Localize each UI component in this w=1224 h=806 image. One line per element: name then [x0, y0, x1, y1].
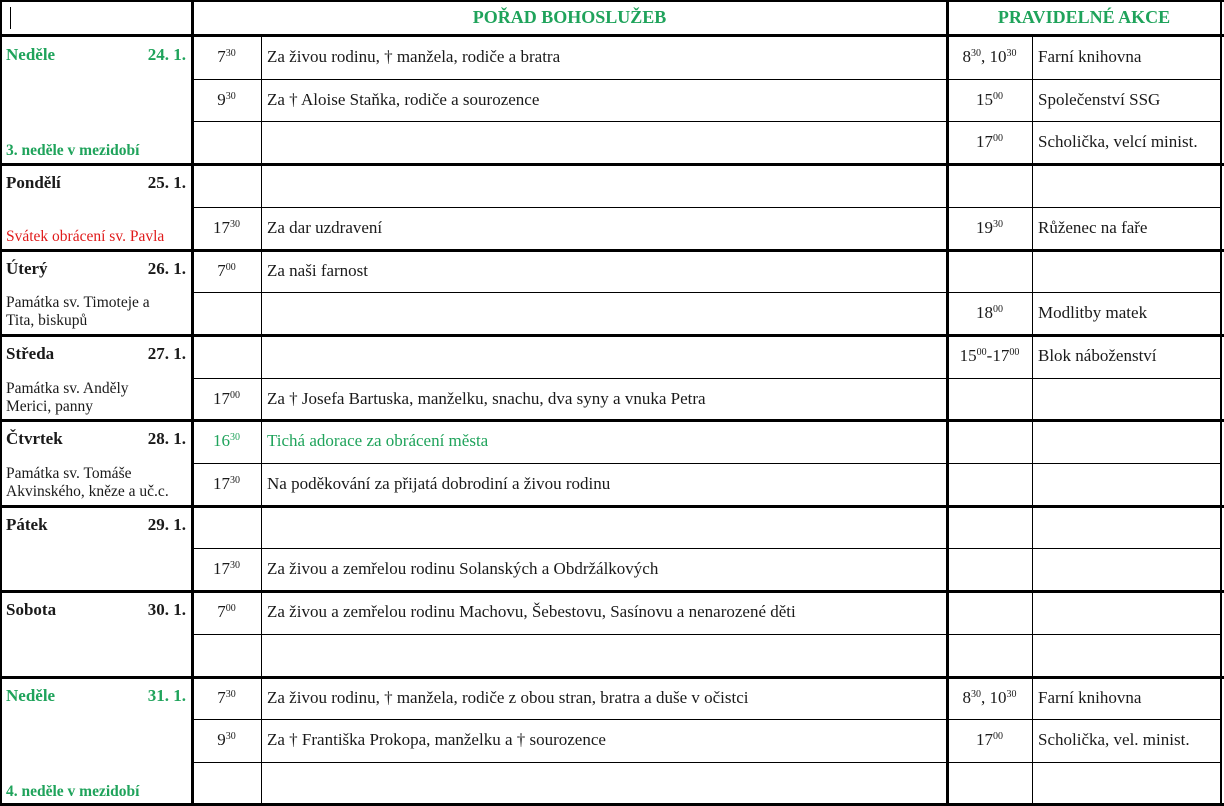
day-name: Sobota: [6, 600, 57, 620]
day-note-line: Památka sv. Anděly: [6, 379, 129, 397]
mass-intention: Za živou rodinu, † manžela, rodiče z obou stran, bratra a duše v očistci: [267, 688, 749, 707]
mass-time: [192, 389, 261, 409]
mass-time: [192, 431, 261, 451]
mass-time-minute: 30: [225, 48, 236, 59]
day-divider: [0, 249, 1224, 252]
mass-time-minute: 30: [225, 689, 236, 700]
row-divider: [192, 463, 1221, 464]
mass-time-minute: 30: [225, 91, 236, 102]
mass-time-hour: 9: [217, 730, 226, 749]
event-time: $8^{30}$, $10^{30}$: [962, 47, 1017, 66]
event-time: $17^{00}$: [976, 132, 1003, 151]
day-divider: [0, 590, 1224, 593]
event-time: $18^{00}$: [976, 303, 1003, 322]
day-name: Neděle: [6, 45, 56, 64]
day-note-line: Tita, biskupů: [6, 312, 88, 330]
mass-intention: Za naši farnost: [267, 261, 369, 280]
mass-time: [192, 474, 261, 494]
mass-time-hour: 17: [213, 218, 230, 237]
mass-time: [192, 218, 261, 238]
mass-intention: Tichá adorace za obrácení města: [267, 431, 489, 450]
row-divider: [192, 634, 1221, 635]
day-date: 29. 1.: [147, 514, 186, 534]
mass-intention: Na poděkování za přijatá dobrodiní a živou rodinu: [267, 474, 611, 493]
day-note-line: Památka sv. Tomáše: [6, 465, 132, 482]
day-name: Úterý: [6, 258, 48, 278]
event-name: Blok náboženství: [1038, 346, 1157, 365]
mass-time-minute: 30: [225, 731, 236, 742]
day-name: Středa: [6, 343, 55, 363]
event-time: $8^{30}$, $10^{30}$: [962, 688, 1017, 707]
day-note-line: Akvinského, kněze a uč.c.: [6, 483, 169, 500]
table-border-left: [0, 0, 2, 806]
mass-intention: Za živou a zemřelou rodinu Solanských a Obdržálkových: [267, 559, 659, 578]
mass-time-hour: 17: [213, 474, 230, 493]
day-date: 31. 1.: [147, 685, 186, 705]
row-divider: [192, 292, 1221, 293]
mass-time-hour: 9: [217, 90, 226, 109]
row-divider: [192, 719, 1221, 720]
day-date: 28. 1.: [147, 429, 186, 449]
mass-time-minute: 30: [230, 475, 240, 486]
mass-time-minute: 30: [230, 432, 240, 443]
mass-time-minute: 00: [225, 262, 236, 273]
mass-time-minute: 30: [230, 219, 240, 230]
text-cursor: [10, 7, 11, 29]
schedule-header: POŘAD BOHOSLUŽEB: [472, 7, 667, 27]
mass-time-minute: 30: [230, 560, 240, 571]
header-divider: [0, 34, 1224, 37]
event-name: Modlitby matek: [1038, 303, 1148, 322]
day-date: 24. 1.: [147, 45, 186, 64]
event-time: $15^{00}-17^{00}$: [959, 346, 1020, 365]
mass-time-hour: 7: [217, 261, 226, 280]
day-divider: [0, 676, 1224, 679]
mass-time-hour: 17: [213, 389, 230, 408]
mass-intention: Za dar uzdravení: [267, 218, 383, 237]
event-name: Společenství SSG: [1038, 90, 1161, 109]
day-name: Pondělí: [6, 173, 61, 193]
event-name: Růženec na faře: [1038, 218, 1148, 237]
day-date: 27. 1.: [147, 343, 186, 363]
mass-time-hour: 7: [217, 602, 226, 621]
day-note: 3. neděle v mezidobí: [6, 142, 140, 160]
day-divider: [0, 163, 1224, 166]
mass-time-hour: 16: [213, 431, 230, 450]
row-divider: [192, 378, 1221, 379]
event-name: Farní knihovna: [1038, 688, 1142, 707]
day-note-line: Merici, panny: [6, 397, 93, 415]
mass-intention: Za † Aloise Staňka, rodiče a sourozence: [267, 90, 540, 109]
event-time: $15^{00}$: [976, 90, 1003, 109]
mass-intention: Za živou a zemřelou rodinu Machovu, Šebestovu, Sasínovu a nenarozené děti: [267, 602, 796, 621]
event-time: $19^{30}$: [976, 218, 1003, 237]
day-date: 25. 1.: [147, 173, 186, 193]
mass-time-minute: 00: [230, 390, 240, 401]
day-name: Čtvrtek: [6, 429, 63, 449]
mass-time-hour: 7: [217, 47, 226, 66]
row-divider: [192, 79, 1221, 80]
mass-time: [192, 602, 261, 622]
row-divider: [192, 762, 1221, 763]
day-note: Svátek obrácení sv. Pavla: [6, 227, 165, 245]
day-date: 30. 1.: [147, 600, 186, 620]
mass-time: [192, 47, 261, 67]
event-name: Scholička, velcí minist.: [1038, 132, 1198, 151]
mass-time: [192, 688, 261, 708]
mass-intention: Za † Františka Prokopa, manželku a † sourozence: [267, 730, 606, 749]
day-note: 4. neděle v mezidobí: [6, 782, 140, 800]
mass-intention: Za † Josefa Bartuska, manželku, snachu, dva syny a vnuka Petra: [267, 389, 706, 408]
event-name: Farní knihovna: [1038, 47, 1142, 66]
event-name: Scholička, vel. minist.: [1038, 730, 1190, 749]
event-time: $17^{00}$: [976, 730, 1003, 749]
day-divider: [0, 419, 1224, 422]
events-header: PRAVIDELNÉ AKCE: [997, 7, 1171, 27]
day-name: Neděle: [6, 685, 56, 705]
mass-time: [192, 90, 261, 110]
mass-time: [192, 261, 261, 281]
day-divider: [0, 334, 1224, 337]
table-border-top: [0, 0, 1224, 2]
mass-time-hour: 7: [217, 688, 226, 707]
mass-time-hour: 17: [213, 559, 230, 578]
row-divider: [192, 121, 1221, 122]
day-name: Pátek: [6, 514, 48, 534]
day-divider: [0, 505, 1224, 508]
day-note-line: Památka sv. Timoteje a: [6, 294, 150, 312]
row-divider: [192, 207, 1221, 208]
mass-time: [192, 730, 261, 750]
day-date: 26. 1.: [147, 258, 186, 278]
mass-intention: Za živou rodinu, † manžela, rodiče a bratra: [267, 47, 561, 66]
row-divider: [192, 548, 1221, 549]
mass-time-minute: 00: [225, 603, 236, 614]
mass-time: [192, 559, 261, 579]
